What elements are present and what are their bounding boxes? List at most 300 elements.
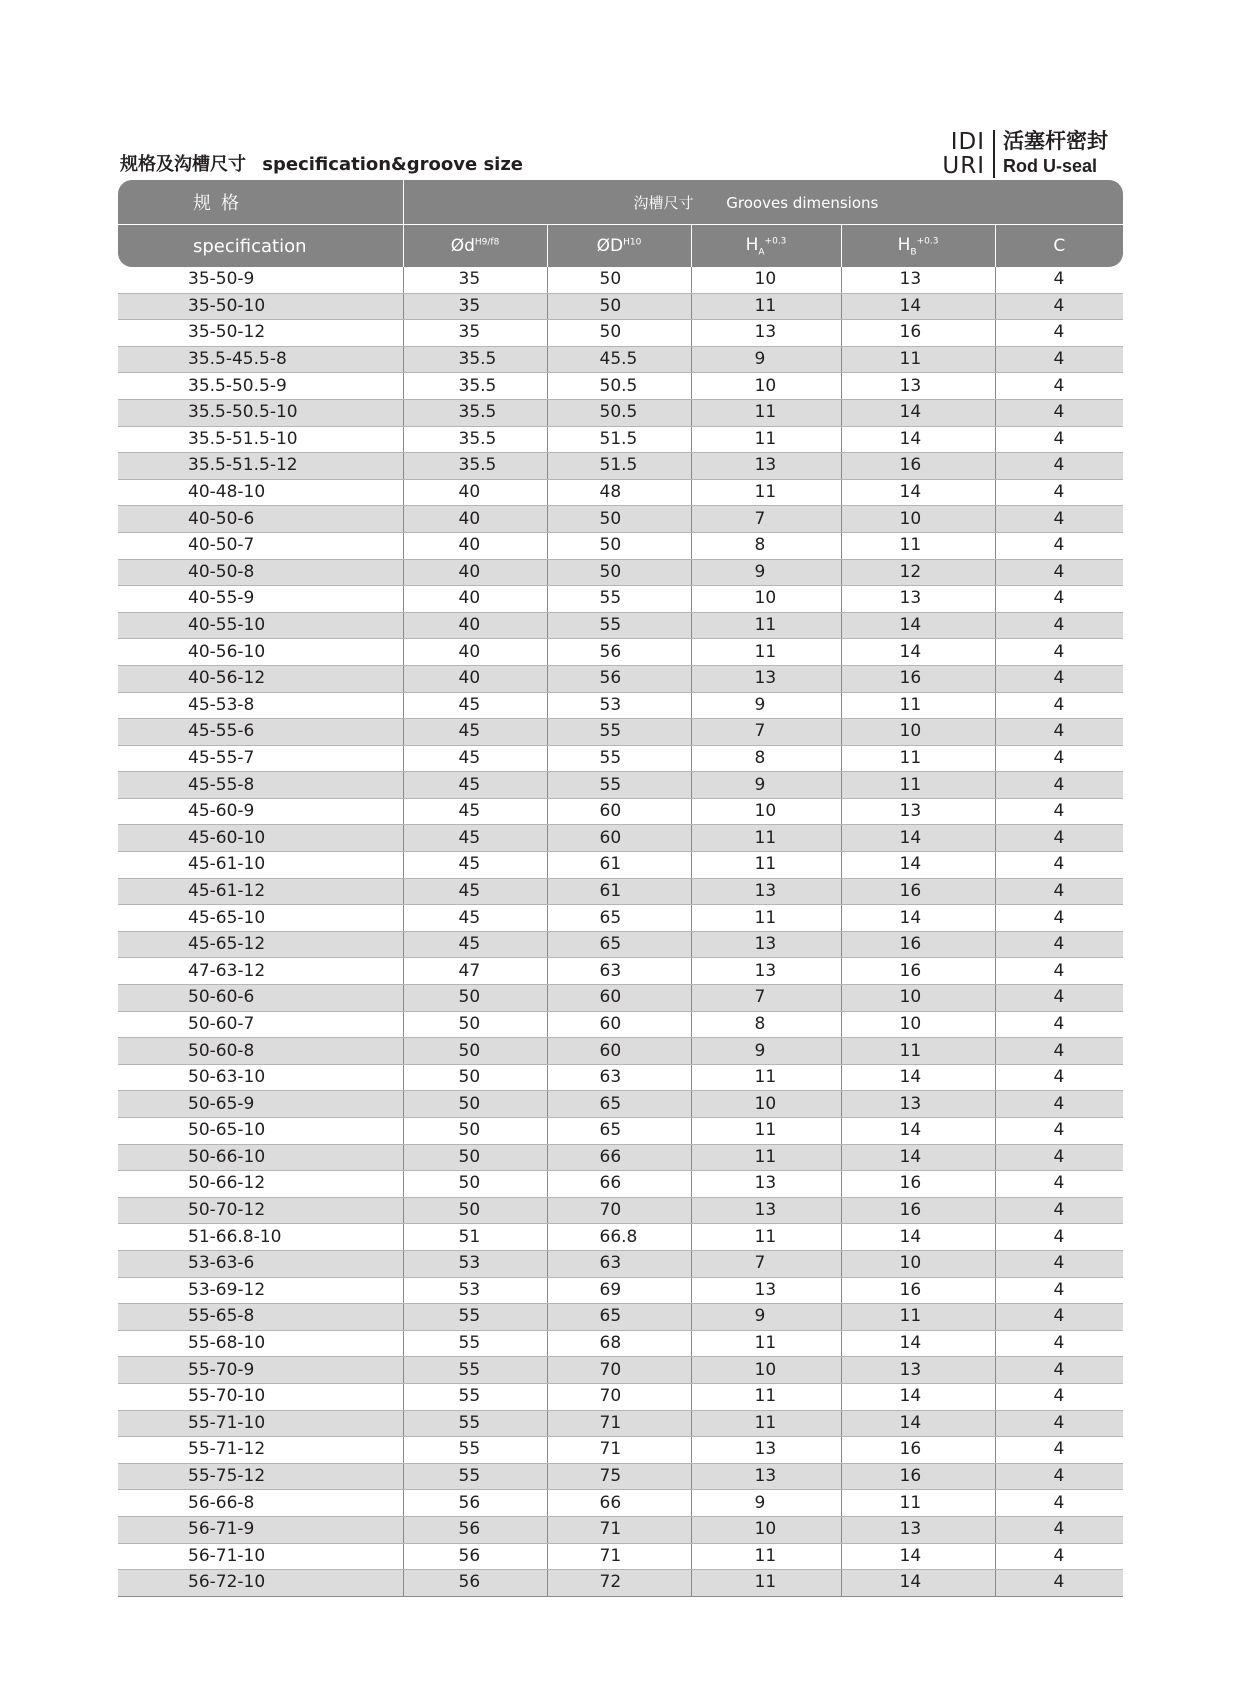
product-name-en: Rod U-seal — [1003, 156, 1098, 176]
cell-rod-diameter: 55 — [403, 1357, 547, 1384]
cell-hb: 14 — [841, 612, 995, 639]
cell-ha: 9 — [691, 1304, 841, 1331]
cell-rod-diameter: 51 — [403, 1224, 547, 1251]
cell-spec: 35.5-50.5-10 — [118, 399, 403, 426]
cell-c: 4 — [995, 586, 1123, 613]
table-row — [118, 931, 1123, 958]
cell-ha: 10 — [691, 1357, 841, 1384]
cell-rod-diameter: 45 — [403, 692, 547, 719]
cell-spec: 55-70-9 — [118, 1357, 403, 1384]
cell-hb: 14 — [841, 1224, 995, 1251]
cell-groove-diameter: 50 — [547, 293, 691, 320]
table-row — [118, 267, 1123, 293]
cell-hb: 16 — [841, 320, 995, 347]
cell-hb: 11 — [841, 1304, 995, 1331]
cell-ha: 10 — [691, 1091, 841, 1118]
cell-rod-diameter: 40 — [403, 612, 547, 639]
cell-hb: 16 — [841, 958, 995, 985]
cell-rod-diameter: 55 — [403, 1437, 547, 1464]
cell-groove-diameter: 60 — [547, 985, 691, 1012]
header-hb-tolerance: +0.3 — [916, 236, 939, 247]
cell-groove-diameter: 66 — [547, 1490, 691, 1517]
header-ha-label: H — [745, 234, 759, 255]
header-hb — [841, 225, 995, 268]
heading-cn: 规格及沟槽尺寸 — [120, 154, 246, 175]
cell-ha: 11 — [691, 1224, 841, 1251]
cell-ha: 8 — [691, 532, 841, 559]
cell-spec: 50-60-7 — [118, 1011, 403, 1038]
cell-rod-diameter: 40 — [403, 479, 547, 506]
cell-rod-diameter: 45 — [403, 825, 547, 852]
header-ha-sub: A — [758, 247, 765, 258]
cell-c: 4 — [995, 1171, 1123, 1198]
header-groove-en: Grooves dimensions — [726, 193, 879, 212]
cell-groove-diameter: 70 — [547, 1357, 691, 1384]
product-names — [995, 130, 1108, 178]
cell-hb: 13 — [841, 267, 995, 293]
cell-ha: 11 — [691, 426, 841, 453]
cell-groove-diameter: 55 — [547, 586, 691, 613]
cell-spec: 50-60-6 — [118, 985, 403, 1012]
cell-c: 4 — [995, 1197, 1123, 1224]
product-name-cn: 活塞杆密封 — [1003, 130, 1108, 153]
cell-rod-diameter: 35 — [403, 320, 547, 347]
cell-spec: 45-60-10 — [118, 825, 403, 852]
cell-hb: 14 — [841, 1543, 995, 1570]
table-row — [118, 852, 1123, 879]
cell-hb: 16 — [841, 1277, 995, 1304]
cell-spec: 47-63-12 — [118, 958, 403, 985]
cell-spec: 45-65-10 — [118, 905, 403, 932]
cell-rod-diameter: 40 — [403, 665, 547, 692]
table-row — [118, 719, 1123, 746]
cell-spec: 56-71-9 — [118, 1516, 403, 1543]
cell-c: 4 — [995, 905, 1123, 932]
table-row — [118, 665, 1123, 692]
table-row — [118, 1118, 1123, 1145]
cell-hb: 13 — [841, 1516, 995, 1543]
cell-ha: 11 — [691, 905, 841, 932]
table-row — [118, 346, 1123, 373]
cell-hb: 13 — [841, 586, 995, 613]
cell-hb: 10 — [841, 719, 995, 746]
cell-ha: 11 — [691, 293, 841, 320]
cell-rod-diameter: 56 — [403, 1570, 547, 1597]
cell-groove-diameter: 71 — [547, 1437, 691, 1464]
cell-hb: 12 — [841, 559, 995, 586]
cell-groove-diameter: 75 — [547, 1463, 691, 1490]
cell-spec: 40-55-9 — [118, 586, 403, 613]
cell-ha: 11 — [691, 1118, 841, 1145]
cell-ha: 7 — [691, 985, 841, 1012]
table-row — [118, 1410, 1123, 1437]
cell-c: 4 — [995, 692, 1123, 719]
header-groove-cn: 沟槽尺寸 — [633, 193, 694, 212]
cell-hb: 16 — [841, 665, 995, 692]
cell-rod-diameter: 50 — [403, 1197, 547, 1224]
cell-spec: 40-50-7 — [118, 532, 403, 559]
cell-groove-diameter: 65 — [547, 905, 691, 932]
table-row — [118, 958, 1123, 985]
cell-rod-diameter: 35.5 — [403, 346, 547, 373]
cell-spec: 40-50-8 — [118, 559, 403, 586]
cell-c: 4 — [995, 1516, 1123, 1543]
cell-ha: 11 — [691, 1330, 841, 1357]
cell-spec: 50-65-9 — [118, 1091, 403, 1118]
header-hb-sub: B — [910, 247, 917, 258]
table-row — [118, 399, 1123, 426]
cell-c: 4 — [995, 745, 1123, 772]
product-code-uri: URI — [942, 153, 985, 179]
header-rod-diameter — [403, 225, 547, 268]
cell-ha: 11 — [691, 639, 841, 666]
cell-hb: 11 — [841, 692, 995, 719]
cell-rod-diameter: 55 — [403, 1383, 547, 1410]
cell-spec: 55-65-8 — [118, 1304, 403, 1331]
product-codes — [942, 130, 995, 178]
cell-ha: 10 — [691, 798, 841, 825]
cell-ha: 11 — [691, 1570, 841, 1597]
cell-groove-diameter: 65 — [547, 1304, 691, 1331]
product-tag — [942, 130, 1108, 178]
cell-spec: 45-61-12 — [118, 878, 403, 905]
cell-spec: 40-55-10 — [118, 612, 403, 639]
cell-c: 4 — [995, 1383, 1123, 1410]
spec-table — [118, 180, 1123, 1597]
table-row — [118, 1463, 1123, 1490]
cell-c: 4 — [995, 931, 1123, 958]
cell-groove-diameter: 50 — [547, 559, 691, 586]
cell-c: 4 — [995, 1064, 1123, 1091]
table-row — [118, 1383, 1123, 1410]
table-row — [118, 559, 1123, 586]
cell-hb: 11 — [841, 532, 995, 559]
cell-hb: 13 — [841, 373, 995, 400]
cell-hb: 10 — [841, 1250, 995, 1277]
cell-ha: 10 — [691, 586, 841, 613]
table-row — [118, 1277, 1123, 1304]
table-row — [118, 1250, 1123, 1277]
cell-ha: 13 — [691, 453, 841, 480]
cell-spec: 53-69-12 — [118, 1277, 403, 1304]
table-row — [118, 373, 1123, 400]
cell-spec: 55-68-10 — [118, 1330, 403, 1357]
cell-c: 4 — [995, 559, 1123, 586]
cell-rod-diameter: 45 — [403, 798, 547, 825]
cell-c: 4 — [995, 1570, 1123, 1597]
cell-rod-diameter: 35 — [403, 293, 547, 320]
cell-rod-diameter: 45 — [403, 905, 547, 932]
cell-ha: 11 — [691, 399, 841, 426]
header-groove-diameter — [547, 225, 691, 268]
cell-rod-diameter: 45 — [403, 745, 547, 772]
cell-c: 4 — [995, 1144, 1123, 1171]
cell-spec: 35.5-51.5-12 — [118, 453, 403, 480]
cell-ha: 11 — [691, 1383, 841, 1410]
cell-ha: 13 — [691, 1437, 841, 1464]
cell-groove-diameter: 56 — [547, 665, 691, 692]
heading-en: specification&groove size — [262, 154, 524, 175]
cell-ha: 7 — [691, 719, 841, 746]
cell-groove-diameter: 65 — [547, 1118, 691, 1145]
cell-hb: 14 — [841, 1330, 995, 1357]
table-row — [118, 1437, 1123, 1464]
cell-spec: 50-63-10 — [118, 1064, 403, 1091]
cell-c: 4 — [995, 985, 1123, 1012]
cell-rod-diameter: 50 — [403, 1038, 547, 1065]
cell-groove-diameter: 60 — [547, 1011, 691, 1038]
cell-spec: 55-70-10 — [118, 1383, 403, 1410]
cell-spec: 35-50-9 — [118, 267, 403, 293]
cell-hb: 13 — [841, 1357, 995, 1384]
cell-c: 4 — [995, 1357, 1123, 1384]
cell-spec: 45-60-9 — [118, 798, 403, 825]
cell-ha: 13 — [691, 931, 841, 958]
cell-c: 4 — [995, 1304, 1123, 1331]
cell-rod-diameter: 55 — [403, 1410, 547, 1437]
cell-spec: 45-55-7 — [118, 745, 403, 772]
cell-rod-diameter: 35.5 — [403, 399, 547, 426]
cell-ha: 11 — [691, 1543, 841, 1570]
cell-ha: 9 — [691, 346, 841, 373]
cell-c: 4 — [995, 267, 1123, 293]
cell-groove-diameter: 66 — [547, 1144, 691, 1171]
cell-groove-diameter: 50 — [547, 532, 691, 559]
cell-groove-diameter: 55 — [547, 772, 691, 799]
table-row — [118, 772, 1123, 799]
header-groove-diameter-label: ØD — [596, 236, 624, 256]
cell-c: 4 — [995, 1250, 1123, 1277]
cell-groove-diameter: 63 — [547, 1250, 691, 1277]
cell-ha: 13 — [691, 665, 841, 692]
table-row — [118, 878, 1123, 905]
cell-c: 4 — [995, 665, 1123, 692]
table-row — [118, 1516, 1123, 1543]
cell-spec: 55-75-12 — [118, 1463, 403, 1490]
cell-rod-diameter: 45 — [403, 852, 547, 879]
table-row — [118, 479, 1123, 506]
header-groove-title — [403, 180, 1123, 225]
cell-groove-diameter: 70 — [547, 1383, 691, 1410]
cell-ha: 13 — [691, 1197, 841, 1224]
cell-rod-diameter: 40 — [403, 586, 547, 613]
cell-groove-diameter: 50.5 — [547, 373, 691, 400]
cell-c: 4 — [995, 453, 1123, 480]
cell-c: 4 — [995, 1277, 1123, 1304]
cell-hb: 11 — [841, 346, 995, 373]
cell-hb: 10 — [841, 1011, 995, 1038]
cell-spec: 50-65-10 — [118, 1118, 403, 1145]
cell-c: 4 — [995, 1330, 1123, 1357]
table-row — [118, 798, 1123, 825]
table-row — [118, 1064, 1123, 1091]
cell-ha: 10 — [691, 1516, 841, 1543]
table-row — [118, 1304, 1123, 1331]
cell-hb: 16 — [841, 878, 995, 905]
cell-c: 4 — [995, 506, 1123, 533]
table-row — [118, 586, 1123, 613]
cell-c: 4 — [995, 1490, 1123, 1517]
cell-ha: 11 — [691, 1410, 841, 1437]
cell-rod-diameter: 55 — [403, 1463, 547, 1490]
cell-c: 4 — [995, 825, 1123, 852]
table-row — [118, 1543, 1123, 1570]
cell-hb: 16 — [841, 1171, 995, 1198]
cell-groove-diameter: 72 — [547, 1570, 691, 1597]
cell-ha: 13 — [691, 878, 841, 905]
cell-hb: 14 — [841, 1118, 995, 1145]
cell-spec: 56-66-8 — [118, 1490, 403, 1517]
cell-groove-diameter: 69 — [547, 1277, 691, 1304]
table-row — [118, 1144, 1123, 1171]
cell-rod-diameter: 55 — [403, 1330, 547, 1357]
cell-ha: 8 — [691, 745, 841, 772]
cell-hb: 16 — [841, 453, 995, 480]
cell-ha: 13 — [691, 1277, 841, 1304]
cell-rod-diameter: 50 — [403, 1091, 547, 1118]
cell-rod-diameter: 45 — [403, 719, 547, 746]
cell-hb: 16 — [841, 1463, 995, 1490]
cell-ha: 10 — [691, 373, 841, 400]
cell-ha: 11 — [691, 825, 841, 852]
cell-groove-diameter: 63 — [547, 1064, 691, 1091]
cell-spec: 35.5-50.5-9 — [118, 373, 403, 400]
cell-groove-diameter: 45.5 — [547, 346, 691, 373]
table-header — [118, 180, 1123, 267]
cell-groove-diameter: 51.5 — [547, 453, 691, 480]
cell-hb: 13 — [841, 798, 995, 825]
cell-rod-diameter: 35 — [403, 267, 547, 293]
cell-c: 4 — [995, 639, 1123, 666]
cell-hb: 10 — [841, 985, 995, 1012]
cell-spec: 50-70-12 — [118, 1197, 403, 1224]
cell-spec: 55-71-12 — [118, 1437, 403, 1464]
cell-hb: 14 — [841, 1410, 995, 1437]
cell-spec: 40-50-6 — [118, 506, 403, 533]
header-rod-diameter-tolerance: H9/f8 — [474, 237, 500, 248]
header-ha — [691, 225, 841, 268]
cell-rod-diameter: 40 — [403, 506, 547, 533]
cell-c: 4 — [995, 373, 1123, 400]
table-row — [118, 1091, 1123, 1118]
cell-c: 4 — [995, 852, 1123, 879]
cell-groove-diameter: 71 — [547, 1516, 691, 1543]
cell-ha: 13 — [691, 320, 841, 347]
cell-hb: 11 — [841, 772, 995, 799]
cell-groove-diameter: 60 — [547, 1038, 691, 1065]
cell-c: 4 — [995, 1437, 1123, 1464]
cell-rod-diameter: 35.5 — [403, 426, 547, 453]
table-row — [118, 1330, 1123, 1357]
cell-hb: 14 — [841, 1383, 995, 1410]
table-body — [118, 267, 1123, 1596]
cell-rod-diameter: 50 — [403, 1171, 547, 1198]
table-row — [118, 1570, 1123, 1597]
cell-hb: 16 — [841, 931, 995, 958]
cell-rod-diameter: 50 — [403, 1011, 547, 1038]
cell-rod-diameter: 40 — [403, 532, 547, 559]
cell-hb: 16 — [841, 1437, 995, 1464]
cell-groove-diameter: 63 — [547, 958, 691, 985]
cell-c: 4 — [995, 1543, 1123, 1570]
cell-c: 4 — [995, 719, 1123, 746]
cell-rod-diameter: 35.5 — [403, 453, 547, 480]
cell-hb: 13 — [841, 1091, 995, 1118]
cell-hb: 14 — [841, 399, 995, 426]
cell-ha: 8 — [691, 1011, 841, 1038]
cell-c: 4 — [995, 532, 1123, 559]
cell-spec: 56-72-10 — [118, 1570, 403, 1597]
cell-hb: 14 — [841, 852, 995, 879]
table-row — [118, 745, 1123, 772]
cell-c: 4 — [995, 346, 1123, 373]
header-c: C — [995, 225, 1123, 268]
cell-hb: 14 — [841, 479, 995, 506]
cell-hb: 14 — [841, 1064, 995, 1091]
cell-ha: 13 — [691, 1171, 841, 1198]
table-row — [118, 905, 1123, 932]
cell-rod-diameter: 53 — [403, 1250, 547, 1277]
table-row — [118, 453, 1123, 480]
cell-spec: 50-60-8 — [118, 1038, 403, 1065]
table-row — [118, 1171, 1123, 1198]
cell-c: 4 — [995, 320, 1123, 347]
cell-spec: 35-50-12 — [118, 320, 403, 347]
cell-c: 4 — [995, 1091, 1123, 1118]
cell-ha: 13 — [691, 958, 841, 985]
cell-c: 4 — [995, 878, 1123, 905]
cell-spec: 45-61-10 — [118, 852, 403, 879]
cell-spec: 50-66-10 — [118, 1144, 403, 1171]
cell-ha: 11 — [691, 612, 841, 639]
cell-rod-diameter: 56 — [403, 1516, 547, 1543]
cell-groove-diameter: 55 — [547, 612, 691, 639]
cell-hb: 11 — [841, 1038, 995, 1065]
cell-spec: 35-50-10 — [118, 293, 403, 320]
cell-rod-diameter: 45 — [403, 772, 547, 799]
cell-c: 4 — [995, 1463, 1123, 1490]
table-row — [118, 532, 1123, 559]
table-row — [118, 612, 1123, 639]
cell-rod-diameter: 35.5 — [403, 373, 547, 400]
cell-hb: 11 — [841, 745, 995, 772]
table-row — [118, 506, 1123, 533]
cell-spec: 51-66.8-10 — [118, 1224, 403, 1251]
cell-c: 4 — [995, 1038, 1123, 1065]
cell-spec: 56-71-10 — [118, 1543, 403, 1570]
header-groove-diameter-tolerance: H10 — [623, 237, 642, 248]
cell-c: 4 — [995, 1011, 1123, 1038]
table-row — [118, 1197, 1123, 1224]
cell-rod-diameter: 45 — [403, 878, 547, 905]
table-row — [118, 639, 1123, 666]
cell-groove-diameter: 50.5 — [547, 399, 691, 426]
cell-spec: 50-66-12 — [118, 1171, 403, 1198]
cell-rod-diameter: 50 — [403, 1144, 547, 1171]
header-hb-label: H — [897, 234, 911, 255]
cell-c: 4 — [995, 958, 1123, 985]
table-row — [118, 1224, 1123, 1251]
cell-ha: 13 — [691, 1463, 841, 1490]
table-row — [118, 426, 1123, 453]
table-row — [118, 985, 1123, 1012]
cell-rod-diameter: 45 — [403, 931, 547, 958]
cell-ha: 11 — [691, 1064, 841, 1091]
cell-c: 4 — [995, 1118, 1123, 1145]
cell-groove-diameter: 68 — [547, 1330, 691, 1357]
cell-ha: 11 — [691, 852, 841, 879]
cell-hb: 14 — [841, 905, 995, 932]
